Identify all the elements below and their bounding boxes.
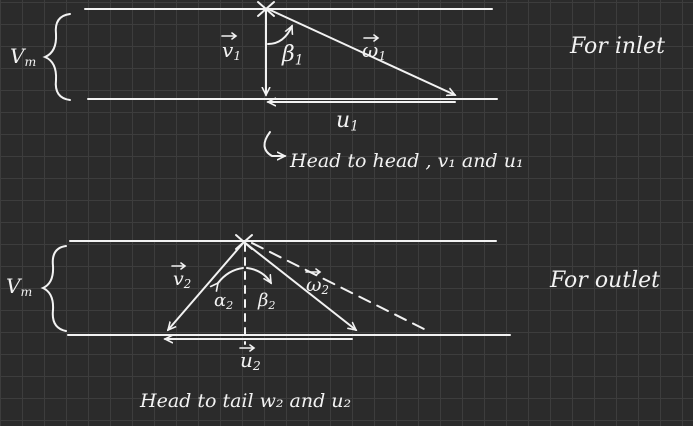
outlet-vm-label: $V_m$ — [6, 274, 33, 300]
alpha2-label: $\alpha_2$ — [214, 290, 234, 312]
inlet-vm-label: $V_m$ — [10, 44, 37, 70]
u2-label: $u_2$ — [240, 348, 261, 374]
w1-label: $\omega_1$ — [362, 38, 387, 64]
beta2-label: $\beta_2$ — [258, 290, 276, 312]
inlet-vm-brace — [45, 14, 70, 100]
outlet-vm-brace — [43, 246, 66, 331]
w2-label: $\omega_2$ — [306, 274, 329, 297]
v2-label: $v_2$ — [173, 268, 192, 291]
inlet-title: For inlet — [570, 34, 665, 59]
outlet-alpha2-arc — [218, 268, 243, 283]
inlet-note: Head to head , v₁ and u₁ — [290, 150, 524, 172]
beta1-label: $\beta_1$ — [282, 42, 304, 69]
outlet-note: Head to tail w₂ and u₂ — [140, 390, 352, 412]
v1-label: $v_1$ — [222, 38, 242, 64]
inlet-note-hook — [264, 132, 285, 156]
outlet-w2-arrow — [244, 242, 356, 330]
u1-label: $u_1$ — [336, 108, 359, 135]
outlet-beta2-arc — [247, 268, 271, 283]
outlet-title: For outlet — [550, 268, 660, 293]
